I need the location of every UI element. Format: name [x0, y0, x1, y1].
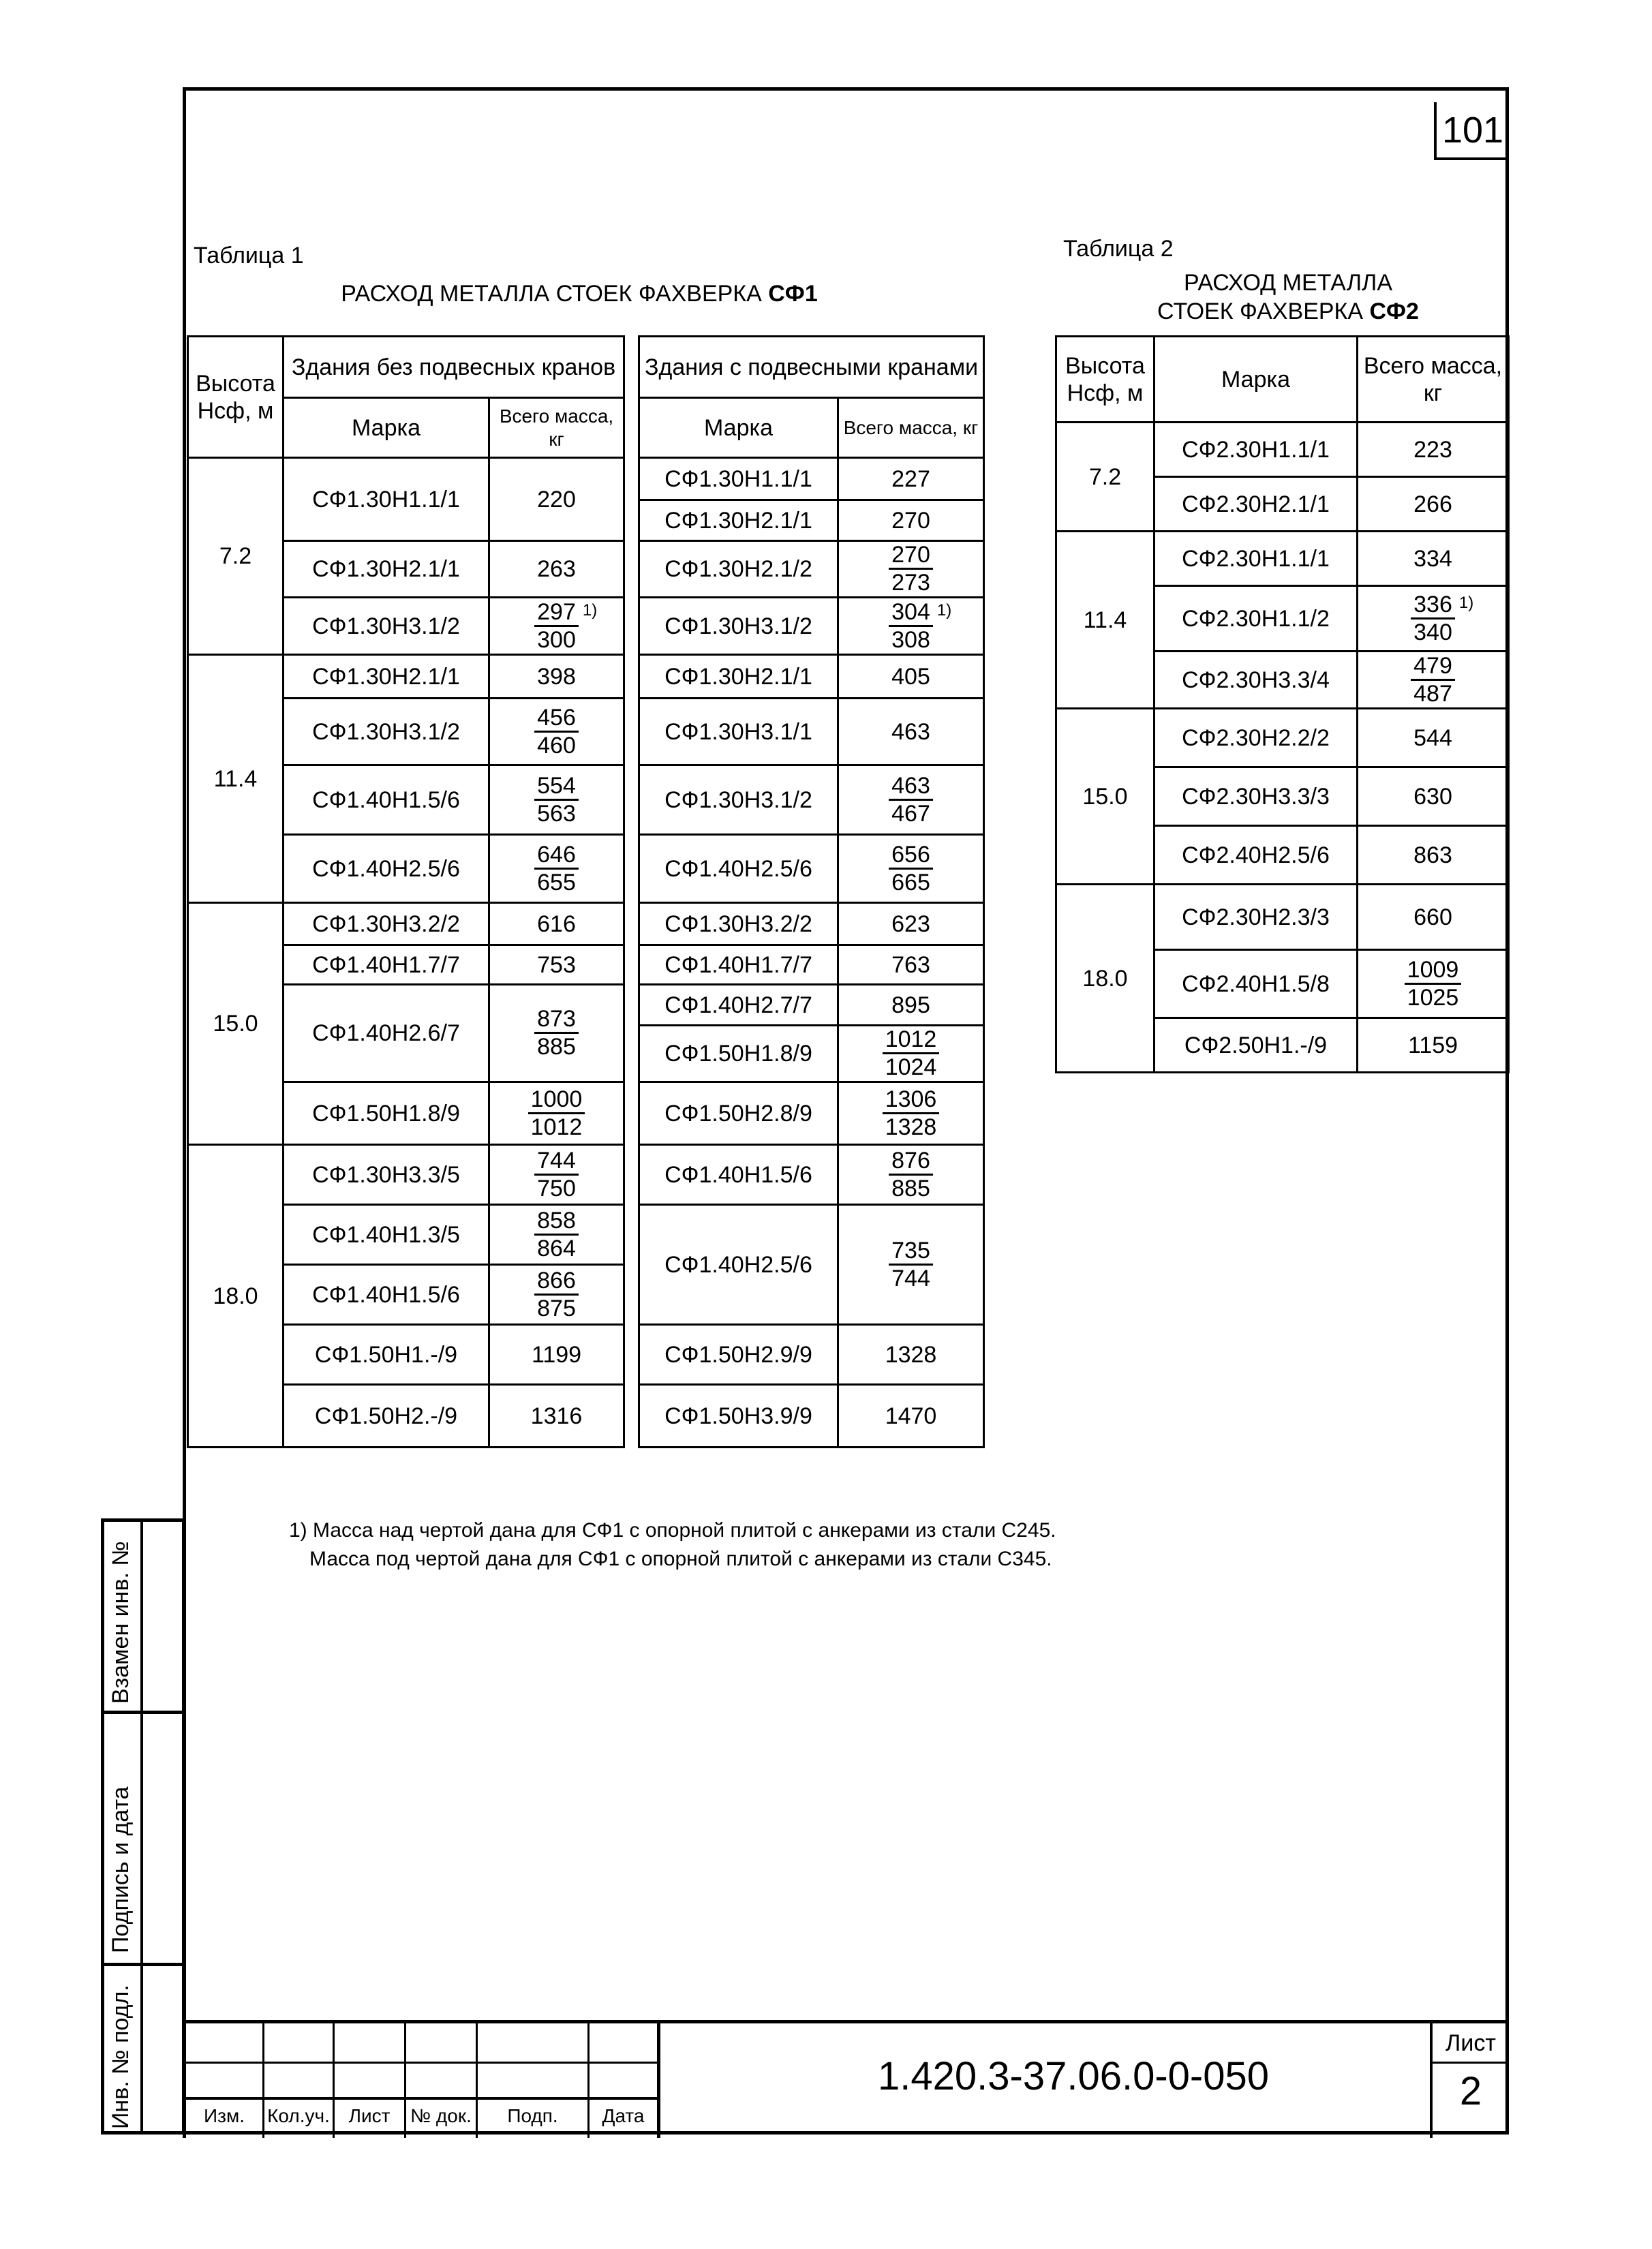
- t1-mass2-cell: $\frac{876}{885}$: [838, 1145, 984, 1205]
- t2-height-cell: 15.0: [1056, 709, 1154, 885]
- t1-mark1-cell: СФ1.40Н2.6/7: [284, 985, 489, 1082]
- t1-mass2-cell: 1328: [838, 1325, 984, 1385]
- stamp-sign-date: Подпись и дата: [108, 1786, 134, 1953]
- t1-gap: [624, 337, 639, 458]
- t2-mass-cell: 863: [1358, 826, 1509, 885]
- t1-mass1-cell: $\frac{1000}{1012}$: [489, 1082, 624, 1145]
- document-code: 1.420.3-37.06.0-0-050: [878, 2054, 1269, 2098]
- tb-col-date: Дата: [602, 2105, 645, 2126]
- t1-header-mass1: Всего масса, кг: [489, 398, 624, 458]
- page-number: 101: [1434, 102, 1509, 160]
- t2-mass-cell: 544: [1358, 709, 1509, 767]
- table-row: [188, 1145, 984, 1205]
- table-row: [188, 655, 984, 699]
- t1-mark1-cell: СФ1.40Н1.5/6: [284, 765, 489, 835]
- t1-mark2-cell: СФ1.30Н3.1/1: [639, 699, 838, 765]
- t1-mass1-cell: 1316: [489, 1385, 624, 1448]
- table-row: [188, 985, 984, 1026]
- margin-rule: [101, 1963, 185, 1966]
- t1-mass1-cell: 1199: [489, 1325, 624, 1385]
- t1-mass2-cell: 1470: [838, 1385, 984, 1448]
- tb-col-sign: Подп.: [507, 2105, 558, 2126]
- table-row: [188, 1205, 984, 1265]
- t2-mark-cell: СФ2.30Н1.1/1: [1154, 532, 1358, 586]
- table-row: [1056, 885, 1509, 950]
- footnote-marker: 1): [936, 600, 952, 619]
- margin-rule: [101, 1711, 185, 1714]
- t2-height-cell: 11.4: [1056, 532, 1154, 709]
- tb-col-kol: Кол.уч.: [267, 2105, 330, 2126]
- t1-height-cell: 15.0: [188, 903, 284, 1145]
- t2-mass-cell: 630: [1358, 767, 1509, 826]
- t1-mass2-cell: $\frac{1012}{1024}$: [838, 1026, 984, 1082]
- t2-mass-cell: 223: [1358, 423, 1509, 477]
- t1-mark2-cell: СФ1.30Н1.1/1: [639, 458, 838, 500]
- t1-mark1-cell: СФ1.40Н2.5/6: [284, 835, 489, 903]
- t1-mark1-cell: СФ1.40Н1.7/7: [284, 945, 489, 985]
- t1-mass2-cell: $\frac{735}{744}$: [838, 1205, 984, 1325]
- t1-mass2-cell: 270: [838, 500, 984, 541]
- t1-mark2-cell: СФ1.40Н2.5/6: [639, 835, 838, 903]
- t1-mass2-cell: 763: [838, 945, 984, 985]
- t1-mass2-cell: 463: [838, 699, 984, 765]
- t1-header-height: Высота Нсф, м: [188, 337, 284, 458]
- t2-mark-cell: СФ2.30Н2.1/1: [1154, 477, 1358, 532]
- t1-mark1-cell: СФ1.30Н3.3/5: [284, 1145, 489, 1205]
- table-row: [188, 458, 984, 500]
- table1: [187, 335, 985, 1448]
- t1-mark1-cell: СФ1.50Н2.-/9: [284, 1385, 489, 1448]
- table-row: [188, 765, 984, 835]
- footnote-marker: 1): [1458, 593, 1474, 612]
- t2-mass-cell: 334: [1358, 532, 1509, 586]
- t1-mass2-cell: 304 308 1): [838, 598, 984, 655]
- t2-mass-cell: 1159: [1358, 1018, 1509, 1073]
- t1-mark1-cell: СФ1.50Н1.8/9: [284, 1082, 489, 1145]
- t2-mark-cell: СФ2.50Н1.-/9: [1154, 1018, 1358, 1073]
- t1-mass2-cell: 623: [838, 903, 984, 945]
- t1-gap: [624, 458, 639, 1448]
- t2-mark-cell: СФ2.40Н1.5/8: [1154, 950, 1358, 1018]
- stamp-inv-orig: Инв. № подл.: [108, 1985, 134, 2129]
- tb-col-izm: Изм.: [204, 2105, 245, 2126]
- t2-mass-cell: 266: [1358, 477, 1509, 532]
- t2-mark-cell: СФ2.30Н2.2/2: [1154, 709, 1358, 767]
- table-row: [188, 1082, 984, 1145]
- tb-sheet-label: Лист: [1446, 2030, 1496, 2056]
- t1-mark2-cell: СФ1.40Н2.5/6: [639, 1205, 838, 1325]
- t1-mass1-cell: 753: [489, 945, 624, 985]
- t1-mass1-cell: 616: [489, 903, 624, 945]
- t1-mark2-cell: СФ1.30Н3.1/2: [639, 598, 838, 655]
- t1-mass1-cell: $\frac{858}{864}$: [489, 1205, 624, 1265]
- t1-mark2-cell: СФ1.30Н2.1/2: [639, 541, 838, 598]
- t1-mark1-cell: СФ1.40Н1.5/6: [284, 1265, 489, 1325]
- t1-mass1-cell: 220: [489, 458, 624, 541]
- t1-header-mark1: Марка: [284, 398, 489, 458]
- t1-mass2-cell: $\frac{270}{273}$: [838, 541, 984, 598]
- t1-mark1-cell: СФ1.50Н1.-/9: [284, 1325, 489, 1385]
- t1-mass2-cell: $\frac{656}{665}$: [838, 835, 984, 903]
- t1-mark2-cell: СФ1.50Н3.9/9: [639, 1385, 838, 1448]
- table-row: [188, 699, 984, 765]
- t1-mark1-cell: СФ1.30Н2.1/1: [284, 655, 489, 699]
- table-row: [188, 598, 984, 655]
- t1-mass1-cell: $\frac{456}{460}$: [489, 699, 624, 765]
- t1-header-mark2: Марка: [639, 398, 838, 458]
- t2-mark-cell: СФ2.30Н2.3/3: [1154, 885, 1358, 950]
- t1-mark1-cell: СФ1.30Н3.2/2: [284, 903, 489, 945]
- t2-mark-cell: СФ2.30Н1.1/1: [1154, 423, 1358, 477]
- table-row: [188, 903, 984, 945]
- t1-mark2-cell: СФ1.30Н2.1/1: [639, 655, 838, 699]
- t1-mass2-cell: $\frac{463}{467}$: [838, 765, 984, 835]
- t1-mass2-cell: 895: [838, 985, 984, 1026]
- t1-height-cell: 7.2: [188, 458, 284, 655]
- t2-mass-cell: $\frac{479}{487}$: [1358, 652, 1509, 709]
- table-row: [1056, 709, 1509, 767]
- t2-mark-cell: СФ2.30Н1.1/2: [1154, 586, 1358, 652]
- t1-mass2-cell: 227: [838, 458, 984, 500]
- table-row: [188, 541, 984, 598]
- footnote-line1: 1) Масса над чертой дана для СФ1 с опорной плитой с анкерами из стали С245.: [289, 1519, 1056, 1542]
- t2-height-cell: 18.0: [1056, 885, 1154, 1073]
- t2-mark-cell: СФ2.30Н3.3/3: [1154, 767, 1358, 826]
- table2-title: РАСХОД МЕТАЛЛА СТОЕК ФАХВЕРКА СФ2: [1157, 270, 1419, 324]
- table1-title: РАСХОД МЕТАЛЛА СТОЕК ФАХВЕРКА СФ1: [341, 281, 818, 307]
- table1-caption: Таблица 1: [194, 243, 304, 269]
- t2-mark-cell: СФ2.30Н3.3/4: [1154, 652, 1358, 709]
- t1-mass1-cell: 398: [489, 655, 624, 699]
- t1-mass1-cell: $\frac{554}{563}$: [489, 765, 624, 835]
- t1-mark2-cell: СФ1.50Н1.8/9: [639, 1026, 838, 1082]
- t1-mass1-cell: $\frac{744}{750}$: [489, 1145, 624, 1205]
- t1-header-group2: Здания с подвесными кранами: [639, 337, 984, 398]
- table2: [1055, 335, 1510, 1073]
- t1-mark2-cell: СФ1.30Н3.2/2: [639, 903, 838, 945]
- t1-mass1-cell: $\frac{646}{655}$: [489, 835, 624, 903]
- t1-mark2-cell: СФ1.30Н3.1/2: [639, 765, 838, 835]
- t1-mark2-cell: СФ1.40Н1.5/6: [639, 1145, 838, 1205]
- table-row: [188, 1325, 984, 1385]
- t1-height-cell: 11.4: [188, 655, 284, 903]
- t1-height-cell: 18.0: [188, 1145, 284, 1448]
- t1-mass1-cell: 297 300 1): [489, 598, 624, 655]
- t1-mark1-cell: СФ1.40Н1.3/5: [284, 1205, 489, 1265]
- title-block: [183, 2020, 1509, 2135]
- t2-height-cell: 7.2: [1056, 423, 1154, 532]
- table-row: [188, 1385, 984, 1448]
- stamp-replace-inv: Взамен инв. №: [108, 1541, 134, 1704]
- t2-mark-cell: СФ2.40Н2.5/6: [1154, 826, 1358, 885]
- t1-mark1-cell: СФ1.30Н3.1/2: [284, 598, 489, 655]
- t1-mark2-cell: СФ1.40Н1.7/7: [639, 945, 838, 985]
- t2-header-mark: Марка: [1154, 337, 1358, 423]
- t2-mass-cell: $\frac{1009}{1025}$: [1358, 950, 1509, 1018]
- t2-mass-cell: 336 340 1): [1358, 586, 1509, 652]
- table-row: [188, 835, 984, 903]
- t2-header-mass: Всего масса, кг: [1358, 337, 1509, 423]
- table-row: [1056, 532, 1509, 586]
- t1-mass2-cell: $\frac{1306}{1328}$: [838, 1082, 984, 1145]
- t2-header-height: Высота Нсф, м: [1056, 337, 1154, 423]
- t1-mark2-cell: СФ1.30Н2.1/1: [639, 500, 838, 541]
- footnote-line2: Масса под чертой дана для СФ1 с опорной плитой с анкерами из стали С345.: [309, 1548, 1052, 1570]
- table-row: [1056, 423, 1509, 477]
- margin-divider: [140, 1518, 143, 2135]
- t1-mark1-cell: СФ1.30Н1.1/1: [284, 458, 489, 541]
- t1-mark2-cell: СФ1.50Н2.9/9: [639, 1325, 838, 1385]
- t2-mass-cell: 660: [1358, 885, 1509, 950]
- t1-mark1-cell: СФ1.30Н3.1/2: [284, 699, 489, 765]
- t1-mass1-cell: $\frac{866}{875}$: [489, 1265, 624, 1325]
- t1-header-group1: Здания без подвесных кранов: [284, 337, 624, 398]
- t1-mark2-cell: СФ1.40Н2.7/7: [639, 985, 838, 1026]
- footnote-marker: 1): [582, 600, 598, 619]
- tb-sheet-value: 2: [1459, 2069, 1482, 2113]
- t1-header-mass2: Всего масса, кг: [838, 398, 984, 458]
- t1-mark1-cell: СФ1.30Н2.1/1: [284, 541, 489, 598]
- t1-mass1-cell: $\frac{873}{885}$: [489, 985, 624, 1082]
- table2-caption: Таблица 2: [1063, 236, 1174, 262]
- table-row: [188, 945, 984, 985]
- t1-mass1-cell: 263: [489, 541, 624, 598]
- tb-col-list: Лист: [348, 2105, 391, 2126]
- t1-mass2-cell: 405: [838, 655, 984, 699]
- tb-col-doc: № док.: [410, 2105, 472, 2126]
- t1-mark2-cell: СФ1.50Н2.8/9: [639, 1082, 838, 1145]
